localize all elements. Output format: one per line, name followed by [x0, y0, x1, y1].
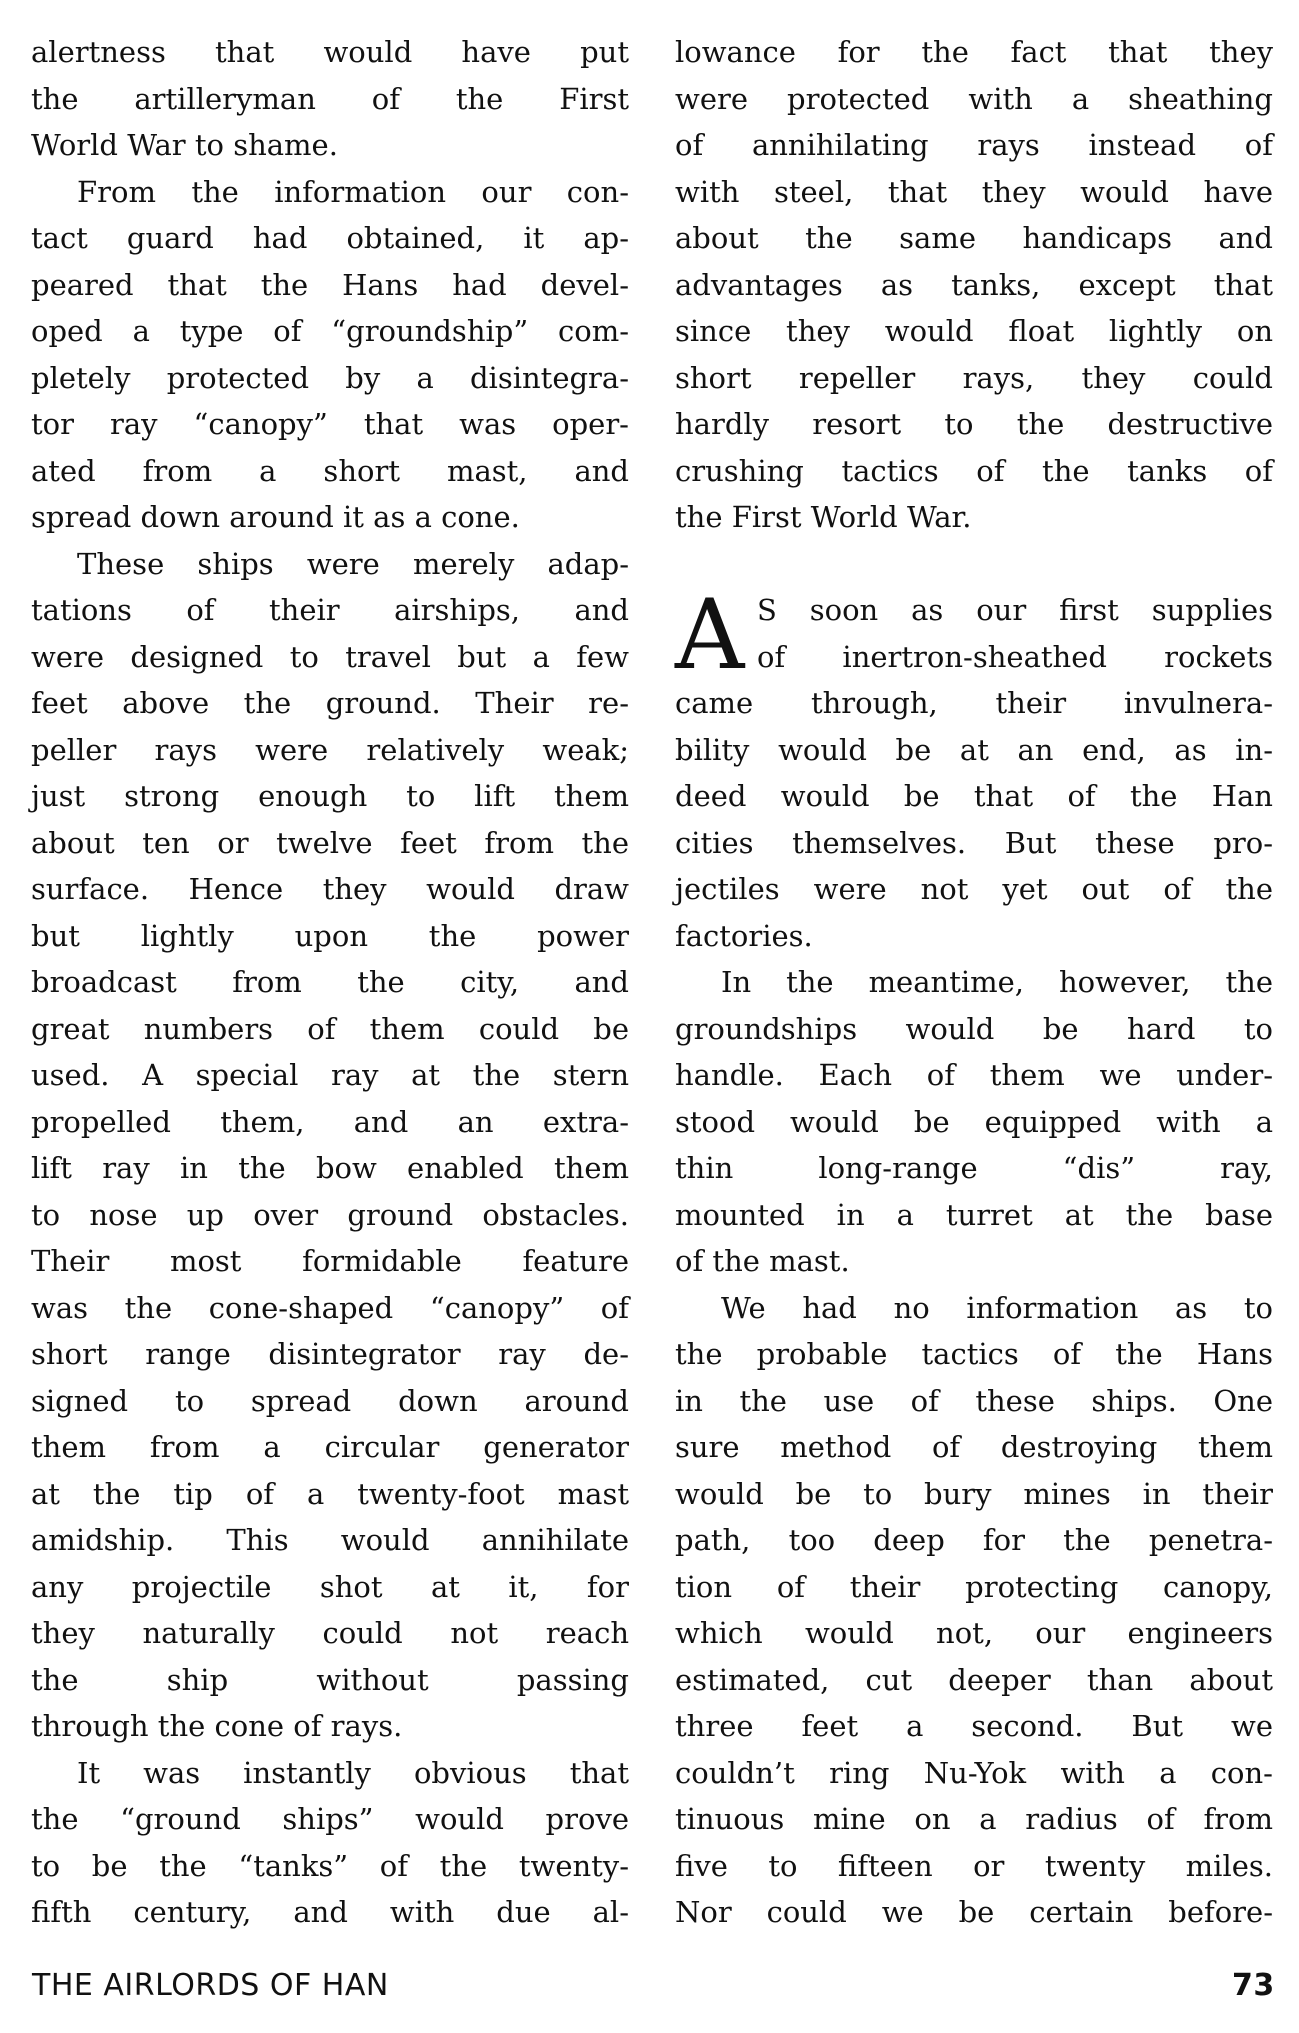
text-line: would be to bury mines in their	[675, 1476, 1273, 1511]
text-line: hardly resort to the destructive	[675, 407, 1273, 441]
text-line: factories.	[675, 918, 813, 953]
text-line: It was instantly obvious that	[77, 1755, 629, 1790]
text-line: alertness that would have put	[31, 35, 629, 69]
text-line: signed to spread down around	[31, 1383, 629, 1418]
text-line: tor ray “canopy” that was oper-	[31, 407, 629, 441]
text-line: bility would be at an end, as in-	[675, 732, 1273, 767]
text-line: was the cone-shaped “canopy” of	[31, 1290, 629, 1325]
text-line: fifth century, and with due al-	[31, 1895, 629, 1929]
text-line: We had no information as to	[721, 1290, 1273, 1325]
text-line: handle. Each of them we under-	[675, 1058, 1273, 1092]
text-line: feet above the ground. Their re-	[31, 686, 629, 720]
running-title: THE AIRLORDS OF HAN	[32, 1968, 389, 2003]
text-line: estimated, cut deeper than about	[675, 1662, 1273, 1697]
text-line: path, too deep for the penetra-	[675, 1523, 1273, 1557]
text-line: Their most formidable feature	[31, 1244, 629, 1278]
text-line: them from a circular generator	[31, 1430, 629, 1464]
text-line: just strong enough to lift them	[31, 779, 629, 813]
text-line: World War to shame.	[31, 128, 338, 162]
text-line: of annihilating rays instead of	[675, 128, 1273, 162]
text-line: Nor could we be certain before-	[675, 1895, 1273, 1929]
text-line: mounted in a turret at the base	[675, 1197, 1273, 1232]
text-line: of the mast.	[675, 1244, 850, 1278]
paragraph	[31, 169, 629, 541]
text-line: surface. Hence they would draw	[31, 872, 629, 906]
text-line: short repeller rays, they could	[675, 360, 1273, 395]
drop-cap: A	[675, 579, 745, 691]
text-line: three feet a second. But we	[675, 1709, 1273, 1743]
left-column	[31, 29, 629, 1936]
text-line: pletely protected by a disintegra-	[31, 360, 629, 395]
text-line: tinuous mine on a radius of from	[675, 1802, 1273, 1836]
right-column	[675, 29, 1273, 1936]
text-line: tations of their airships, and	[31, 593, 629, 627]
text-line: the ship without passing	[31, 1662, 629, 1697]
text-line: short range disintegrator ray de-	[31, 1337, 629, 1371]
text-line: but lightly upon the power	[31, 918, 629, 953]
paragraph	[675, 29, 1273, 541]
text-line: since they would float lightly on	[675, 314, 1273, 348]
text-line: through the cone of rays.	[31, 1709, 403, 1743]
text-line: groundships would be hard to	[675, 1011, 1273, 1046]
text-line: couldn’t ring Nu-Yok with a con-	[675, 1755, 1273, 1790]
text-line: at the tip of a twenty-foot mast	[31, 1476, 629, 1511]
text-line: tact guard had obtained, it ap-	[31, 221, 629, 255]
text-line: were protected with a sheathing	[675, 81, 1273, 116]
text-line: S soon as our first supplies	[757, 593, 1273, 627]
text-line: any projectile shot at it, for	[31, 1569, 629, 1604]
text-line: which would not, our engineers	[675, 1616, 1273, 1650]
text-line: jectiles were not yet out of the	[675, 872, 1273, 906]
text-line: ated from a short mast, and	[31, 453, 629, 488]
text-line: broadcast from the city, and	[31, 965, 629, 999]
text-line: sure method of destroying them	[675, 1430, 1273, 1464]
text-line: cities themselves. But these pro-	[675, 825, 1273, 860]
paragraph	[31, 1750, 629, 1936]
text-line: In the meantime, however, the	[721, 965, 1273, 999]
paragraph	[31, 29, 629, 169]
text-line: came through, their invulnera-	[675, 686, 1273, 720]
text-line: thin long-range “dis” ray,	[675, 1151, 1273, 1185]
text-line: the probable tactics of the Hans	[675, 1337, 1273, 1371]
text-line: used. A special ray at the stern	[31, 1058, 629, 1092]
text-line: oped a type of “groundship” com-	[31, 314, 629, 348]
paragraph	[675, 579, 1273, 959]
text-line: deed would be that of the Han	[675, 779, 1273, 813]
text-line: five to fifteen or twenty miles.	[675, 1848, 1273, 1883]
paragraph	[31, 541, 629, 1750]
text-line: about the same handicaps and	[675, 221, 1273, 255]
text-line: peller rays were relatively weak;	[31, 732, 629, 767]
text-line: From the information our con-	[77, 174, 629, 209]
text-line: advantages as tanks, except that	[675, 267, 1273, 302]
text-line: of inertron-sheathed rockets	[757, 639, 1273, 674]
paragraph	[675, 1285, 1273, 1936]
text-line: stood would be equipped with a	[675, 1104, 1273, 1139]
text-line: propelled them, and an extra-	[31, 1104, 629, 1139]
text-line: lift ray in the bow enabled them	[31, 1151, 629, 1185]
text-line: the “ground ships” would prove	[31, 1802, 629, 1836]
text-line: tion of their protecting canopy,	[675, 1569, 1273, 1604]
page-number: 73	[1232, 1968, 1275, 2003]
text-line: great numbers of them could be	[31, 1011, 629, 1046]
text-line: These ships were merely adap-	[77, 546, 629, 581]
paragraph	[675, 959, 1273, 1285]
text-line: spread down around it as a cone.	[31, 500, 520, 534]
text-line: crushing tactics of the tanks of	[675, 453, 1273, 488]
text-line: to nose up over ground obstacles.	[31, 1197, 629, 1232]
text-line: about ten or twelve feet from the	[31, 825, 629, 860]
text-line: peared that the Hans had devel-	[31, 267, 629, 302]
text-line: the artilleryman of the First	[31, 81, 629, 116]
text-line: in the use of these ships. One	[675, 1383, 1273, 1418]
text-line: to be the “tanks” of the twenty-	[31, 1848, 629, 1883]
text-line: they naturally could not reach	[31, 1616, 629, 1650]
text-line: with steel, that they would have	[675, 174, 1273, 209]
text-line: the First World War.	[675, 500, 972, 534]
text-line: lowance for the fact that they	[675, 35, 1273, 69]
text-line: amidship. This would annihilate	[31, 1523, 629, 1557]
text-line: were designed to travel but a few	[31, 639, 629, 674]
